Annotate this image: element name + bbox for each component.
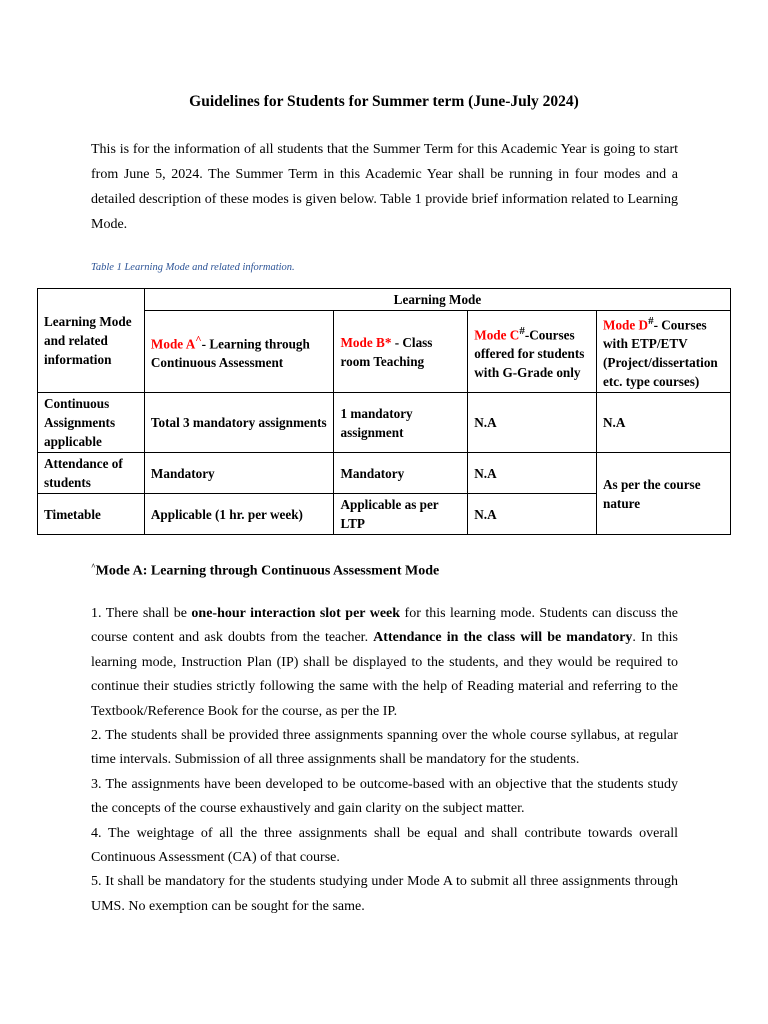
table-row	[38, 393, 731, 453]
paragraph-3: 3. The assignments have been developed to be outcome-based with an objective that the students study the concepts of the course exhaustively and gain clarity on the subject matter.	[91, 776, 678, 817]
cell-mode-a: Total 3 mandatory assignments	[144, 393, 334, 453]
table-caption: Table 1 Learning Mode and related information.	[91, 262, 295, 273]
mode-c-header: Mode C#-Courses offered for students with G-Grade only	[468, 311, 597, 393]
cell-mode-c: N.A	[468, 494, 597, 535]
cell-mode-b: 1 mandatory assignment	[334, 393, 468, 453]
section-heading: ^Mode A: Learning through Continuous Assessment Mode	[91, 562, 440, 579]
cell-mode-a: Mandatory	[144, 453, 334, 494]
cell-mode-b: Mandatory	[334, 453, 468, 494]
learning-mode-group-header: Learning Mode	[144, 289, 730, 311]
table-corner-header: Learning Mode and related information	[38, 289, 145, 393]
cell-mode-d-merged: As per the course nature	[597, 453, 731, 535]
paragraph-1: 1. There shall be one-hour interaction slot per week for this learning mode. Students can discuss the course content and ask doubts from the teacher. Attendance in the class will be mandatory. In this learning mode, Instruction Plan (IP) shall be displayed to the students, and they would be required to continue their studies strictly following the same with the help of Reading material and referring to the Textbook/Reference Book for the course, as per the IP.	[91, 606, 678, 719]
paragraph-4: 4. The weightage of all the three assignments shall be equal and shall contribute towards overall Continuous Assessment (CA) of that course.	[91, 825, 678, 866]
table-row	[38, 453, 731, 494]
paragraph-2: 2. The students shall be provided three assignments spanning over the whole course syllabus, at regular time intervals. Submission of all three assignments shall be mandatory for the students.	[91, 728, 678, 768]
mode-b-name: Mode B	[340, 334, 385, 350]
page-title: Guidelines for Students for Summer term (June-July 2024)	[189, 93, 579, 110]
mode-b-header: Mode B* - Class room Teaching	[334, 311, 468, 393]
mode-a-header: Mode A^- Learning through Continuous Assessment	[144, 311, 334, 393]
row-label: Continuous Assignments applicable	[38, 393, 145, 453]
mode-c-name: Mode C	[474, 326, 520, 342]
mode-a-name: Mode A	[150, 336, 196, 352]
cell-mode-b: Applicable as per LTP	[334, 494, 468, 535]
cell-mode-c: N.A	[468, 453, 597, 494]
cell-mode-a: Applicable (1 hr. per week)	[144, 494, 334, 535]
learning-mode-table	[37, 288, 731, 535]
row-label: Attendance of students	[38, 453, 145, 494]
section-body	[91, 602, 678, 919]
intro-paragraph: This is for the information of all students that the Summer Term for this Academic Year is going to start from June 5, 2024. The Summer Term in this Academic Year shall be running in four modes and a detailed description of these modes is given below. Table 1 provide brief information related to Learning Mode.	[91, 142, 678, 232]
cell-mode-d: N.A	[597, 393, 731, 453]
mode-d-name: Mode D	[603, 317, 649, 333]
cell-mode-c: N.A	[468, 393, 597, 453]
mode-d-header: Mode D#- Courses with ETP/ETV (Project/dissertation etc. type courses)	[597, 311, 731, 393]
row-label: Timetable	[38, 494, 145, 535]
paragraph-5: 5. It shall be mandatory for the students studying under Mode A to submit all three assignments through UMS. No exemption can be sought for the same.	[91, 874, 678, 914]
